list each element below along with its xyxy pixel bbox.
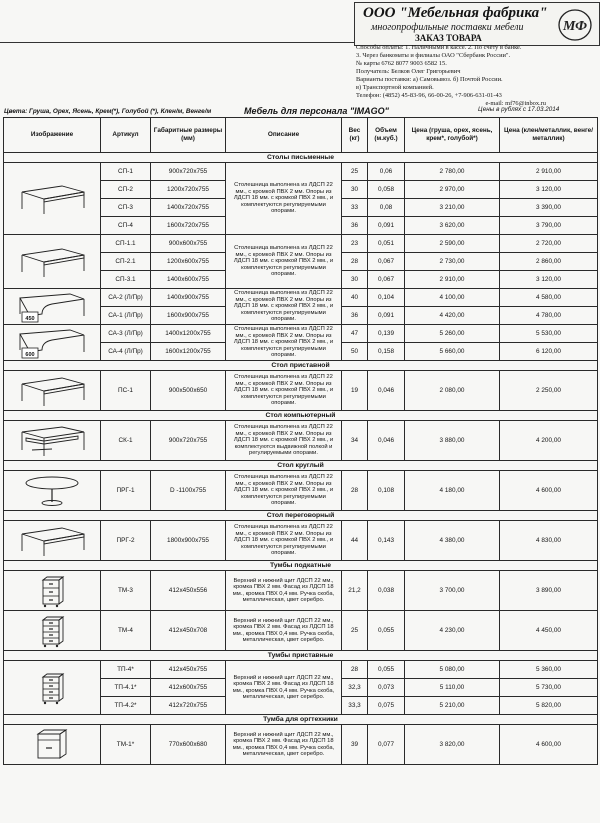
volume-cell: 0,08 <box>368 199 405 217</box>
section-row <box>4 153 598 163</box>
weight-cell: 25 <box>342 163 368 181</box>
weight-cell: 36 <box>342 217 368 235</box>
size-cell: D -1100х755 <box>151 471 226 511</box>
info-line: № карты 6762 8077 9003 6582 15. <box>356 60 447 67</box>
volume-cell: 0,038 <box>368 571 405 611</box>
table-row <box>4 421 598 461</box>
size-cell: 1400х720х755 <box>151 199 226 217</box>
section-row <box>4 561 598 571</box>
volume-cell: 0,091 <box>368 217 405 235</box>
price2-cell: 3 120,00 <box>500 181 598 199</box>
weight-cell: 33 <box>342 199 368 217</box>
col-description: Описание <box>226 118 342 153</box>
price-date: Цены в рублях с 17.03.2014 <box>478 106 560 113</box>
logo-lettering: МФ <box>562 19 588 34</box>
article-cell: СП-4 <box>101 217 151 235</box>
section-row <box>4 411 598 421</box>
price-list-title: Мебель для персонала "IMAGO" <box>244 106 389 116</box>
description-cell: Столешница выполнена из ЛДСП 22 мм., с кромкой ПВХ 2 мм. Опоры из ЛДСП 18 мм. с кромкой ПВХ 2 мм., и комплектуются выдвижной полкой и регулируемыми опорами. <box>226 421 342 461</box>
volume-cell: 0,104 <box>368 289 405 307</box>
product-image <box>4 371 101 411</box>
description-cell: Верхний и нижний щит ЛДСП 22 мм., кромка ПВХ 2 мм. Фасад из ЛДСП 18 мм., кромка ПВХ 0,4 мм. Ручка скоба, металлическая, цвет серебро. <box>226 725 342 765</box>
price1-cell: 5 260,00 <box>405 325 500 343</box>
price2-cell: 2 910,00 <box>500 163 598 181</box>
volume-cell: 0,067 <box>368 253 405 271</box>
info-line: в) Транспортной компанией. <box>356 84 434 91</box>
price1-cell: 4 180,00 <box>405 471 500 511</box>
document-title: ЗАКАЗ ТОВАРА <box>415 33 482 43</box>
volume-cell: 0,143 <box>368 521 405 561</box>
price1-cell: 3 820,00 <box>405 725 500 765</box>
weight-cell: 28 <box>342 471 368 511</box>
size-cell: 412х720х755 <box>151 697 226 715</box>
price2-cell: 4 830,00 <box>500 521 598 561</box>
section-title: Тумба для оргтехники <box>4 715 598 725</box>
volume-cell: 0,108 <box>368 471 405 511</box>
volume-cell: 0,055 <box>368 661 405 679</box>
product-image <box>4 611 101 651</box>
price2-cell: 2 860,00 <box>500 253 598 271</box>
article-cell: ПРГ-1 <box>101 471 151 511</box>
price2-cell: 4 780,00 <box>500 307 598 325</box>
description-cell: Столешница выполнена из ЛДСП 22 мм., с кромкой ПВХ 2 мм. Опоры из ЛДСП 18 мм. с кромкой ПВХ 2 мм., и комплектуются регулируемыми опорами. <box>226 521 342 561</box>
price2-cell: 3 120,00 <box>500 271 598 289</box>
size-cell: 412х450х556 <box>151 571 226 611</box>
article-cell: СП-1 <box>101 163 151 181</box>
product-image <box>4 325 101 361</box>
product-image <box>4 521 101 561</box>
volume-cell: 0,077 <box>368 725 405 765</box>
price1-cell: 4 420,00 <box>405 307 500 325</box>
section-row <box>4 651 598 661</box>
price2-cell: 4 600,00 <box>500 471 598 511</box>
col-image: Изображение <box>4 118 101 153</box>
price2-cell: 4 600,00 <box>500 725 598 765</box>
section-title: Тумбы приставные <box>4 651 598 661</box>
weight-cell: 36 <box>342 307 368 325</box>
weight-cell: 30 <box>342 271 368 289</box>
weight-cell: 28 <box>342 661 368 679</box>
price2-cell: 2 250,00 <box>500 371 598 411</box>
section-row <box>4 715 598 725</box>
size-cell: 900х720х755 <box>151 421 226 461</box>
article-cell: ТМ-1* <box>101 725 151 765</box>
weight-cell: 28 <box>342 253 368 271</box>
price1-cell: 5 210,00 <box>405 697 500 715</box>
price1-cell: 3 620,00 <box>405 217 500 235</box>
price1-cell: 2 780,00 <box>405 163 500 181</box>
desk-icon <box>12 524 92 558</box>
section-title: Тумбы подкатные <box>4 561 598 571</box>
section-title: Столы письменные <box>4 153 598 163</box>
table-row <box>4 611 598 651</box>
size-cell: 412х600х755 <box>151 679 226 697</box>
size-cell: 900х500х650 <box>151 371 226 411</box>
section-row <box>4 511 598 521</box>
price1-cell: 4 230,00 <box>405 611 500 651</box>
article-cell: СП-2.1 <box>101 253 151 271</box>
icon-dimension: 450 <box>25 315 35 322</box>
size-cell: 1400х600х755 <box>151 271 226 289</box>
price1-cell: 5 110,00 <box>405 679 500 697</box>
article-cell: СА-1 (Л/Пр) <box>101 307 151 325</box>
price1-cell: 2 970,00 <box>405 181 500 199</box>
table-row <box>4 571 598 611</box>
company-box <box>354 2 600 46</box>
product-image <box>4 289 101 325</box>
description-cell: Столешница выполнена из ЛДСП 22 мм., с кромкой ПВХ 2 мм. Опоры из ЛДСП 18 мм. с кромкой ПВХ 2 мм., и комплектуются регулируемыми опорами. <box>226 163 342 235</box>
article-cell: ТМ-4 <box>101 611 151 651</box>
price1-cell: 3 880,00 <box>405 421 500 461</box>
price2-cell: 4 200,00 <box>500 421 598 461</box>
volume-cell: 0,055 <box>368 611 405 651</box>
volume-cell: 0,075 <box>368 697 405 715</box>
section-row <box>4 361 598 371</box>
company-tagline: многопрофильные поставки мебели <box>371 22 524 33</box>
table-row <box>4 371 598 411</box>
weight-cell: 21,2 <box>342 571 368 611</box>
volume-cell: 0,051 <box>368 235 405 253</box>
volume-cell: 0,091 <box>368 307 405 325</box>
price1-cell: 2 910,00 <box>405 271 500 289</box>
price1-cell: 3 210,00 <box>405 199 500 217</box>
drawer-pedestal-icon <box>37 671 67 705</box>
email-line: e-mail: mf76@inbox.ru <box>485 100 546 107</box>
article-cell: СА-4 (Л/Пр) <box>101 343 151 361</box>
price1-cell: 2 590,00 <box>405 235 500 253</box>
article-cell: СА-3 (Л/Пр) <box>101 325 151 343</box>
info-line: 3. Через банкоматы и филиалы ОАО "Сбербанк России". <box>356 52 511 59</box>
product-image <box>4 571 101 611</box>
volume-cell: 0,139 <box>368 325 405 343</box>
product-image <box>4 235 101 289</box>
size-cell: 900х720х755 <box>151 163 226 181</box>
order-info <box>356 44 598 108</box>
weight-cell: 39 <box>342 725 368 765</box>
company-logo <box>557 8 593 42</box>
price2-cell: 3 790,00 <box>500 217 598 235</box>
size-cell: 1600х720х755 <box>151 217 226 235</box>
col-weight: Вес (кг) <box>342 118 368 153</box>
description-cell: Верхний и нижний щит ЛДСП 22 мм., кромка ПВХ 2 мм. Фасад из ЛДСП 18 мм., кромка ПВХ 0,4 мм. Ручка скоба, металлическая, цвет серебро. <box>226 571 342 611</box>
price1-cell: 4 380,00 <box>405 521 500 561</box>
price1-cell: 2 080,00 <box>405 371 500 411</box>
corner-desk-icon <box>12 326 92 360</box>
description-cell: Столешница выполнена из ЛДСП 22 мм., с кромкой ПВХ 2 мм. Опоры из ЛДСП 18 мм. с кромкой ПВХ 2 мм., и комплектуются регулируемыми опорами. <box>226 471 342 511</box>
drawer-pedestal-icon <box>37 614 67 648</box>
product-image <box>4 163 101 235</box>
table-row <box>4 235 598 253</box>
article-cell: ПРГ-2 <box>101 521 151 561</box>
description-cell: Верхний и нижний щит ЛДСП 22 мм., кромка ПВХ 2 мм. Фасад из ЛДСП 18 мм., кромка ПВХ 0,4 мм. Ручка скоба, металлическая, цвет серебро. <box>226 661 342 715</box>
weight-cell: 19 <box>342 371 368 411</box>
description-cell: Верхний и нижний щит ЛДСП 22 мм., кромка ПВХ 2 мм. Фасад из ЛДСП 18 мм., кромка ПВХ 0,4 мм. Ручка скоба, металлическая, цвет серебро. <box>226 611 342 651</box>
product-image <box>4 421 101 461</box>
volume-cell: 0,073 <box>368 679 405 697</box>
product-image <box>4 471 101 511</box>
size-cell: 1200х600х755 <box>151 253 226 271</box>
size-cell: 412х450х708 <box>151 611 226 651</box>
weight-cell: 33,3 <box>342 697 368 715</box>
weight-cell: 23 <box>342 235 368 253</box>
article-cell: СК-1 <box>101 421 151 461</box>
volume-cell: 0,067 <box>368 271 405 289</box>
article-cell: СП-3.1 <box>101 271 151 289</box>
price1-cell: 4 100,00 <box>405 289 500 307</box>
price2-cell: 4 580,00 <box>500 289 598 307</box>
office-cabinet-icon <box>32 728 72 762</box>
price1-cell: 5 080,00 <box>405 661 500 679</box>
article-cell: СА-2 (Л/Пр) <box>101 289 151 307</box>
section-title: Стол приставной <box>4 361 598 371</box>
price2-cell: 2 720,00 <box>500 235 598 253</box>
article-cell: ТП-4* <box>101 661 151 679</box>
table-row <box>4 521 598 561</box>
size-cell: 1800х900х755 <box>151 521 226 561</box>
corner-desk-icon <box>12 290 92 324</box>
col-size: Габаритные размеры (мм) <box>151 118 226 153</box>
article-cell: ПС-1 <box>101 371 151 411</box>
size-cell: 1400х1200х755 <box>151 325 226 343</box>
price2-cell: 5 730,00 <box>500 679 598 697</box>
section-title: Стол переговорный <box>4 511 598 521</box>
size-cell: 770х600х680 <box>151 725 226 765</box>
product-image <box>4 661 101 715</box>
price2-cell: 5 530,00 <box>500 325 598 343</box>
table-row <box>4 471 598 511</box>
price1-cell: 3 700,00 <box>405 571 500 611</box>
table-header-row <box>4 118 598 153</box>
price1-cell: 5 660,00 <box>405 343 500 361</box>
volume-cell: 0,058 <box>368 181 405 199</box>
section-row <box>4 461 598 471</box>
size-cell: 1400х900х755 <box>151 289 226 307</box>
weight-cell: 30 <box>342 181 368 199</box>
company-name: ООО "Мебельная фабрика" <box>363 5 548 21</box>
drawer-pedestal-icon <box>37 574 67 608</box>
price2-cell: 3 390,00 <box>500 199 598 217</box>
article-cell: ТП-4.2* <box>101 697 151 715</box>
weight-cell: 47 <box>342 325 368 343</box>
desk-icon <box>12 182 92 216</box>
price1-cell: 2 730,00 <box>405 253 500 271</box>
volume-cell: 0,046 <box>368 421 405 461</box>
description-cell: Столешница выполнена из ЛДСП 22 мм., с кромкой ПВХ 2 мм. Опоры из ЛДСП 18 мм. с кромкой ПВХ 2 мм., и комплектуются регулируемыми опорами. <box>226 235 342 289</box>
price2-cell: 3 890,00 <box>500 571 598 611</box>
info-line: Варианты поставки: а) Самовывоз. б) Почтой России. <box>356 76 503 83</box>
section-title: Стол компьютерный <box>4 411 598 421</box>
article-cell: СП-2 <box>101 181 151 199</box>
header-rule <box>0 42 358 43</box>
description-cell: Столешница выполнена из ЛДСП 22 мм., с кромкой ПВХ 2 мм. Опоры из ЛДСП 18 мм. с кромкой ПВХ 2 мм., и комплектуются регулируемыми опорами. <box>226 371 342 411</box>
computer-desk-icon <box>12 424 92 458</box>
desk-icon <box>12 374 92 408</box>
price2-cell: 5 820,00 <box>500 697 598 715</box>
info-line: Получатель: Белков Олег Григорьевич <box>356 68 461 75</box>
weight-cell: 44 <box>342 521 368 561</box>
section-title: Стол круглый <box>4 461 598 471</box>
table-row <box>4 661 598 679</box>
article-cell: СП-1.1 <box>101 235 151 253</box>
price-table <box>3 117 598 765</box>
price2-cell: 5 360,00 <box>500 661 598 679</box>
description-cell: Столешница выполнена из ЛДСП 22 мм., с кромкой ПВХ 2 мм. Опоры из ЛДСП 18 мм. с кромкой ПВХ 2 мм., и комплектуются регулируемыми опорами. <box>226 289 342 325</box>
volume-cell: 0,06 <box>368 163 405 181</box>
product-image <box>4 725 101 765</box>
article-cell: ТП-4.1* <box>101 679 151 697</box>
weight-cell: 34 <box>342 421 368 461</box>
price2-cell: 6 120,00 <box>500 343 598 361</box>
desk-icon <box>12 245 92 279</box>
size-cell: 1600х900х755 <box>151 307 226 325</box>
volume-cell: 0,046 <box>368 371 405 411</box>
table-row <box>4 289 598 307</box>
colors-line: Цвета: Груша, Орех, Ясень, Крем(*), Голубой (*), Клен/м, Венге/м <box>4 108 212 115</box>
article-cell: ТМ-3 <box>101 571 151 611</box>
table-row <box>4 325 598 343</box>
col-article: Артикул <box>101 118 151 153</box>
price2-cell: 4 450,00 <box>500 611 598 651</box>
table-row <box>4 725 598 765</box>
size-cell: 412х450х755 <box>151 661 226 679</box>
table-row <box>4 163 598 181</box>
size-cell: 1200х720х755 <box>151 181 226 199</box>
weight-cell: 32,3 <box>342 679 368 697</box>
col-price1: Цена (груша, орех, ясень, крем*, голубой*) <box>405 118 500 153</box>
col-volume: Объем (м.куб.) <box>368 118 405 153</box>
article-cell: СП-3 <box>101 199 151 217</box>
info-line: Телефон: (4852) 45-83-96, 66-00-26, +7-906-631-01-43 <box>356 92 502 99</box>
weight-cell: 40 <box>342 289 368 307</box>
round-table-icon <box>12 474 92 508</box>
weight-cell: 25 <box>342 611 368 651</box>
col-price2: Цена (клен/металлик, венге/металлик) <box>500 118 598 153</box>
weight-cell: 50 <box>342 343 368 361</box>
volume-cell: 0,158 <box>368 343 405 361</box>
icon-dimension: 600 <box>25 351 35 358</box>
description-cell: Столешница выполнена из ЛДСП 22 мм., с кромкой ПВХ 2 мм. Опоры из ЛДСП 18 мм. с кромкой ПВХ 2 мм., и комплектуются регулируемыми опорами. <box>226 325 342 361</box>
info-line: Способы оплаты: 1. Наличными в кассе. 2. По счёту в банке. <box>356 44 522 51</box>
size-cell: 1600х1200х755 <box>151 343 226 361</box>
size-cell: 900х600х755 <box>151 235 226 253</box>
